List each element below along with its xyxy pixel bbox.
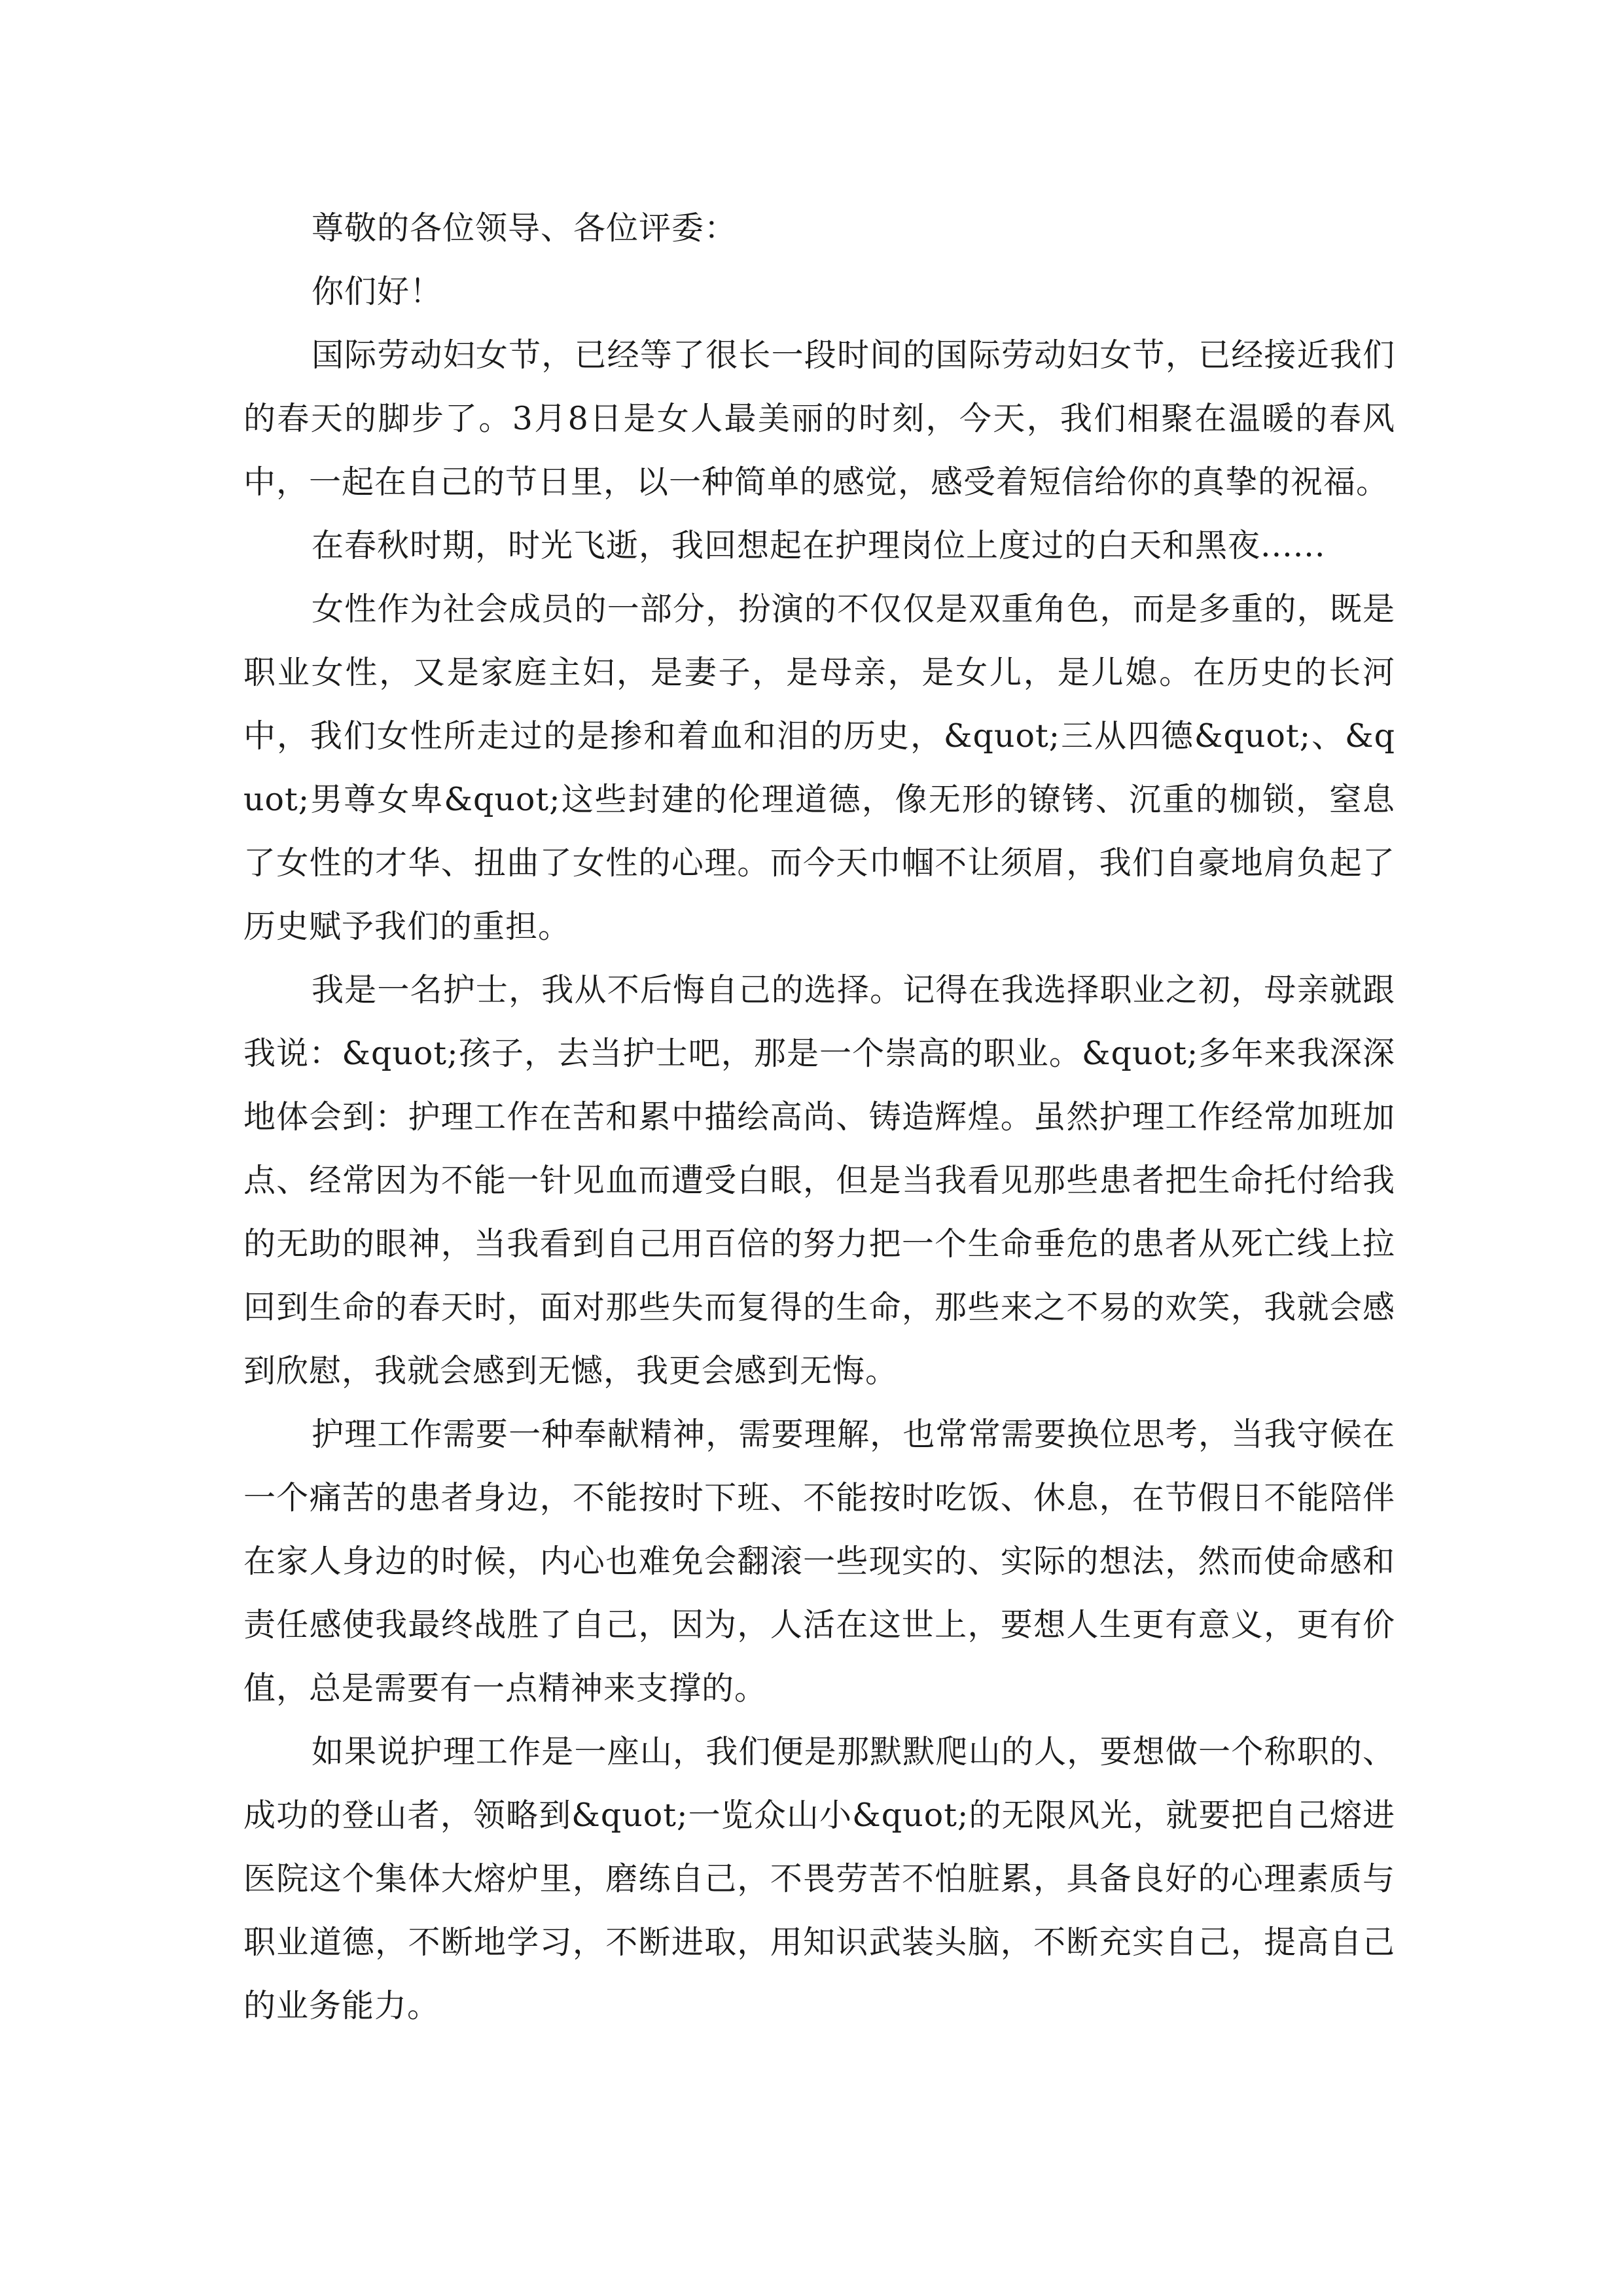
paragraph-mountain: 如果说护理工作是一座山，我们便是那默默爬山的人，要想做一个称职的、成功的登山者，领略到&quot;一览众山小&quot;的无限风光，就要把自己熔进医院这个集体大熔炉里，磨练自己，不畏劳苦不怕脏累，具备良好的心理素质与职业道德，不断地学习，不断进取，用知识武装头脑，不断充实自己，提高自己的业务能力。	[243, 1733, 1395, 2024]
greeting: 你们好！	[312, 273, 443, 310]
paragraph-time-flies: 在春秋时期，时光飞逝，我回想起在护理岗位上度过的白天和黑夜......	[312, 527, 1326, 564]
paragraph-nurse-choice: 我是一名护士，我从不后悔自己的选择。记得在我选择职业之初，母亲就跟我说：&quot;孩子，去当护士吧，那是一个崇高的职业。&quot;多年来我深深地体会到：护理工作在苦和累中描绘高尚、铸造辉煌。虽然护理工作经常加班加点、经常因为不能一针见血而遭受白眼，但是当我看见那些患者把生命托付给我的无助的眼神，当我看到自己用百倍的努力把一个生命垂危的患者从死亡线上拉回到生命的春天时，面对那些失而复得的生命，那些来之不易的欢笑，我就会感到欣慰，我就会感到无憾，我更会感到无悔。	[243, 971, 1395, 1390]
paragraph-women-roles: 女性作为社会成员的一部分，扮演的不仅仅是双重角色，而是多重的，既是职业女性，又是家庭主妇，是妻子，是母亲，是女儿，是儿媳。在历史的长河中，我们女性所走过的是掺和着血和泪的历史，&quot;三从四德&quot;、&quot;男尊女卑&quot;这些封建的伦理道德，像无形的镣铐、沉重的枷锁，窒息了女性的才华、扭曲了女性的心理。而今天巾帼不让须眉，我们自豪地肩负起了历史赋予我们的重担。	[243, 590, 1395, 945]
paragraph-womens-day: 国际劳动妇女节，已经等了很长一段时间的国际劳动妇女节，已经接近我们的春天的脚步了。3月8日是女人最美丽的时刻，今天，我们相聚在温暖的春风中，一起在自己的节日里，以一种简单的感觉，感受着短信给你的真挚的祝福。	[243, 336, 1395, 501]
paragraph-dedication: 护理工作需要一种奉献精神，需要理解，也常常需要换位思考，当我守候在一个痛苦的患者身边，不能按时下班、不能按时吃饭、休息，在节假日不能陪伴在家人身边的时候，内心也难免会翻滚一些现实的、实际的想法，然而使命感和责任感使我最终战胜了自己，因为，人活在这世上，要想人生更有意义，更有价值，总是需要有一点精神来支撑的。	[243, 1416, 1395, 1707]
salutation: 尊敬的各位领导、各位评委：	[312, 209, 738, 247]
speech-body	[243, 196, 1395, 2037]
